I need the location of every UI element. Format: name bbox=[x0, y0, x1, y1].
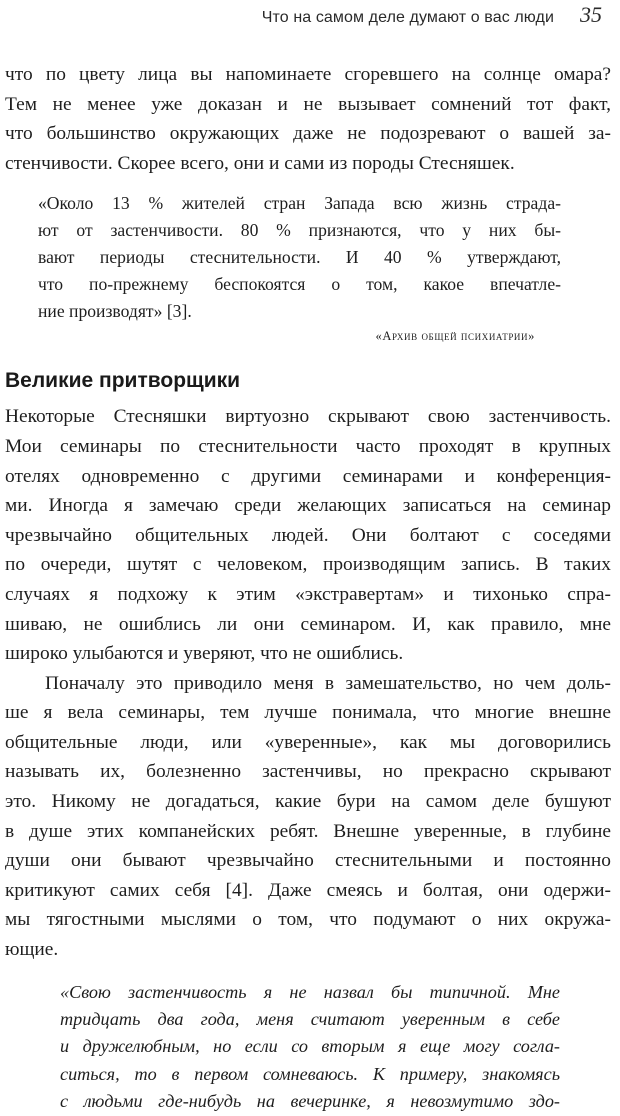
text-line: стенчивости. Скорее всего, они и сами из породы Стесняшек. bbox=[5, 152, 515, 174]
text-line: Некоторые Стесняшки виртуозно скрывают свою застенчивость. bbox=[5, 406, 611, 428]
quote-line: ние производят» [3]. bbox=[38, 300, 192, 321]
text-line: что по цвету лица вы напоминаете сгоревшего на солнце омара? bbox=[5, 64, 611, 85]
text-line: отелях одновременно с другими семинарами и конференция- bbox=[5, 465, 611, 487]
page-number: 35 bbox=[580, 2, 602, 27]
quote-line: и дружелюбным, но если со вторым я еще могу согла- bbox=[60, 1036, 560, 1057]
paragraph-2 bbox=[5, 669, 611, 965]
page-body bbox=[5, 60, 611, 1116]
running-head-title: Что на самом деле думают о вас люди bbox=[261, 9, 554, 26]
quote-line: что по-прежнему беспокоятся о том, какое впечатле- bbox=[38, 273, 561, 294]
text-line: шиваю, не ошиблись ли они семинаром. И, как правило, мне bbox=[5, 613, 611, 635]
text-line: критикуют самих себя [4]. Даже смеясь и болтая, они одержи- bbox=[5, 879, 611, 901]
quote-line: ситься, то в первом сомневаюсь. К примеру, знакомясь bbox=[60, 1063, 560, 1084]
text-line: по очереди, шутят с человеком, производящим запись. В таких bbox=[5, 554, 611, 576]
paragraph-intro bbox=[5, 60, 611, 178]
text-line: в душе этих компанейских ребят. Внешне уверенные, в глубине bbox=[5, 820, 611, 842]
text-line: ющие. bbox=[5, 939, 59, 961]
quote-line: вают периоды стеснительности. И 40 % утверждают, bbox=[38, 246, 561, 267]
text-line: общительные люди, или «уверенные», как мы договорились bbox=[5, 731, 611, 753]
text-line: Поначалу это приводило меня в замешательство, но чем доль- bbox=[45, 672, 611, 694]
quote-line: «Свою застенчивость я не назвал бы типичной. Мне bbox=[60, 981, 560, 1002]
text-line: называть их, болезненно застенчивы, но прекрасно скрывают bbox=[5, 761, 611, 783]
text-line: души они бывают чрезвычайно стеснительными и постоянно bbox=[5, 850, 611, 872]
quote-block bbox=[38, 190, 561, 344]
paragraph-1 bbox=[5, 402, 611, 668]
quote-line: ют от застенчивости. 80 % признаются, что у них бы- bbox=[38, 220, 561, 241]
text-line: что большинство окружающих даже не подозревают о вашей за- bbox=[5, 123, 611, 145]
text-line: Мои семинары по стеснительности часто проходят в крупных bbox=[5, 435, 611, 457]
section-heading: Великие притворщики bbox=[5, 369, 241, 393]
text-line: Тем не менее уже доказан и не вызывает сомнений тот факт, bbox=[5, 93, 611, 115]
quote-line: «Около 13 % жителей стран Запада всю жизнь страда- bbox=[38, 193, 561, 214]
text-line: это. Никому не догадаться, какие бури на самом деле бушуют bbox=[5, 791, 611, 813]
text-line: ше я вела семинары, тем лучше понимала, что многие внешне bbox=[5, 702, 611, 724]
text-line: случаях я подхожу к этим «экстравертам» и тихонько спра- bbox=[5, 583, 611, 605]
text-line: ми. Иногда я замечаю среди желающих записаться на семинар bbox=[5, 495, 611, 517]
running-head bbox=[262, 2, 602, 32]
quote-line: тридцать два года, меня считают уверенным в себе bbox=[60, 1009, 560, 1030]
italic-quote-block bbox=[60, 979, 560, 1116]
quote-line: с людьми где-нибудь на вечеринке, я невозмутимо здо- bbox=[60, 1091, 560, 1112]
text-line: мы тягостными мыслями о том, что подумают о них окружа- bbox=[5, 909, 611, 931]
text-line: широко улыбаются и уверяют, что не ошиблись. bbox=[5, 643, 404, 665]
quote-attribution: «Архив общей психиатрии» bbox=[375, 329, 535, 344]
text-line: чрезвычайно общительных людей. Они болтают с соседями bbox=[5, 524, 611, 546]
